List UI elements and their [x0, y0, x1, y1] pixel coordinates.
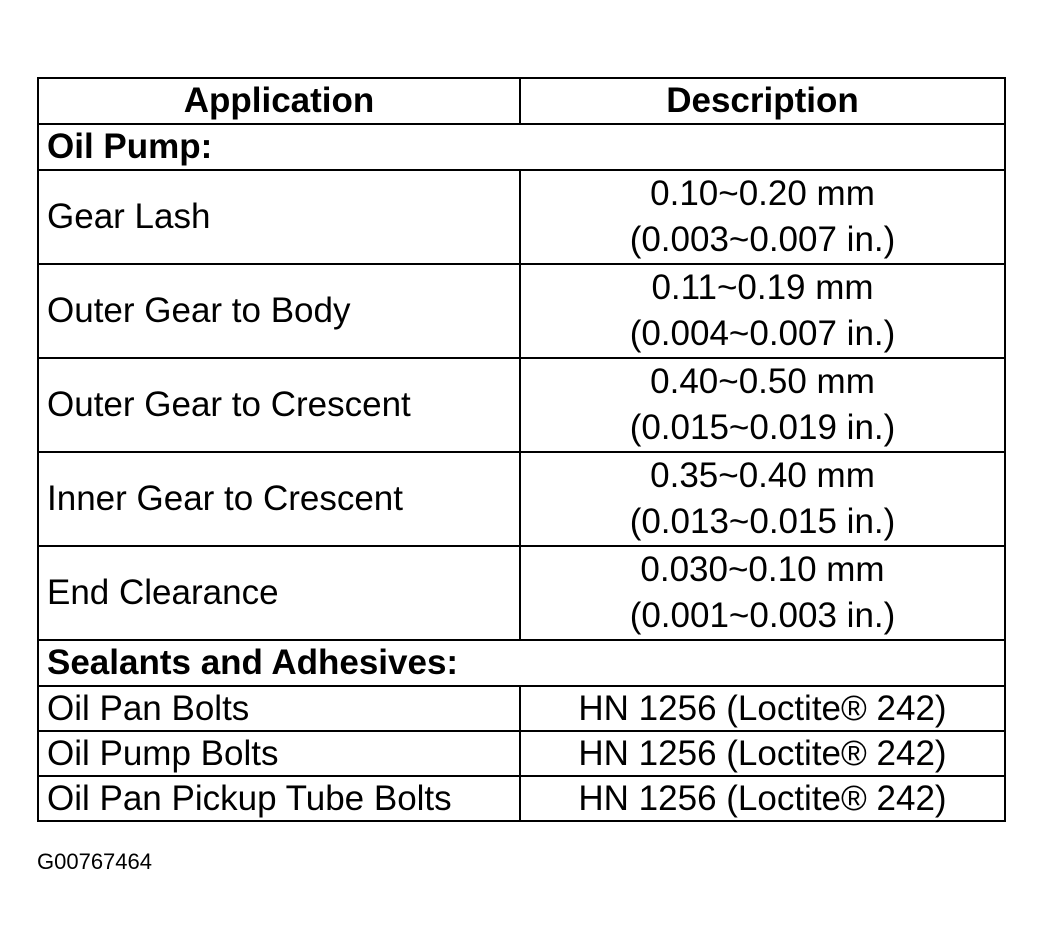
- application-cell: Oil Pump Bolts: [38, 731, 520, 776]
- application-cell: Outer Gear to Body: [38, 264, 520, 358]
- oil-pump-section-row: [38, 124, 1005, 170]
- table-row: [38, 731, 1005, 776]
- table-row: [38, 546, 1005, 640]
- sealants-section-row: [38, 640, 1005, 686]
- oil-pump-section-label: Oil Pump:: [38, 124, 1005, 170]
- description-imperial: (0.013~0.015 in.): [629, 502, 896, 541]
- description-metric: 0.40~0.50 mm: [650, 362, 875, 401]
- description-cell: HN 1256 (Loctite® 242): [520, 686, 1005, 731]
- description-cell: HN 1256 (Loctite® 242): [520, 731, 1005, 776]
- application-cell: Outer Gear to Crescent: [38, 358, 520, 452]
- specifications-table: [37, 77, 1006, 822]
- description-metric: 0.10~0.20 mm: [650, 174, 875, 213]
- table-row: [38, 776, 1005, 821]
- description-metric: 0.030~0.10 mm: [640, 550, 885, 589]
- table-row: [38, 264, 1005, 358]
- application-cell: End Clearance: [38, 546, 520, 640]
- table-row: [38, 358, 1005, 452]
- description-cell: HN 1256 (Loctite® 242): [520, 776, 1005, 821]
- table-header-row: [38, 78, 1005, 124]
- application-column-header: Application: [38, 78, 520, 124]
- description-column-header: Description: [520, 78, 1005, 124]
- sealants-section-label: Sealants and Adhesives:: [38, 640, 1005, 686]
- description-cell: [520, 170, 1005, 264]
- description-cell: [520, 546, 1005, 640]
- description-metric: 0.35~0.40 mm: [650, 456, 875, 495]
- application-cell: Gear Lash: [38, 170, 520, 264]
- application-cell: Oil Pan Bolts: [38, 686, 520, 731]
- description-cell: [520, 452, 1005, 546]
- description-imperial: (0.004~0.007 in.): [629, 314, 896, 353]
- description-imperial: (0.003~0.007 in.): [629, 220, 896, 259]
- table-row: [38, 170, 1005, 264]
- table-row: [38, 686, 1005, 731]
- application-cell: Oil Pan Pickup Tube Bolts: [38, 776, 520, 821]
- application-cell: Inner Gear to Crescent: [38, 452, 520, 546]
- description-imperial: (0.001~0.003 in.): [629, 596, 896, 635]
- description-imperial: (0.015~0.019 in.): [629, 408, 896, 447]
- description-metric: 0.11~0.19 mm: [651, 268, 874, 307]
- table-row: [38, 452, 1005, 546]
- description-cell: [520, 358, 1005, 452]
- description-cell: [520, 264, 1005, 358]
- figure-id: G00767464: [37, 849, 152, 874]
